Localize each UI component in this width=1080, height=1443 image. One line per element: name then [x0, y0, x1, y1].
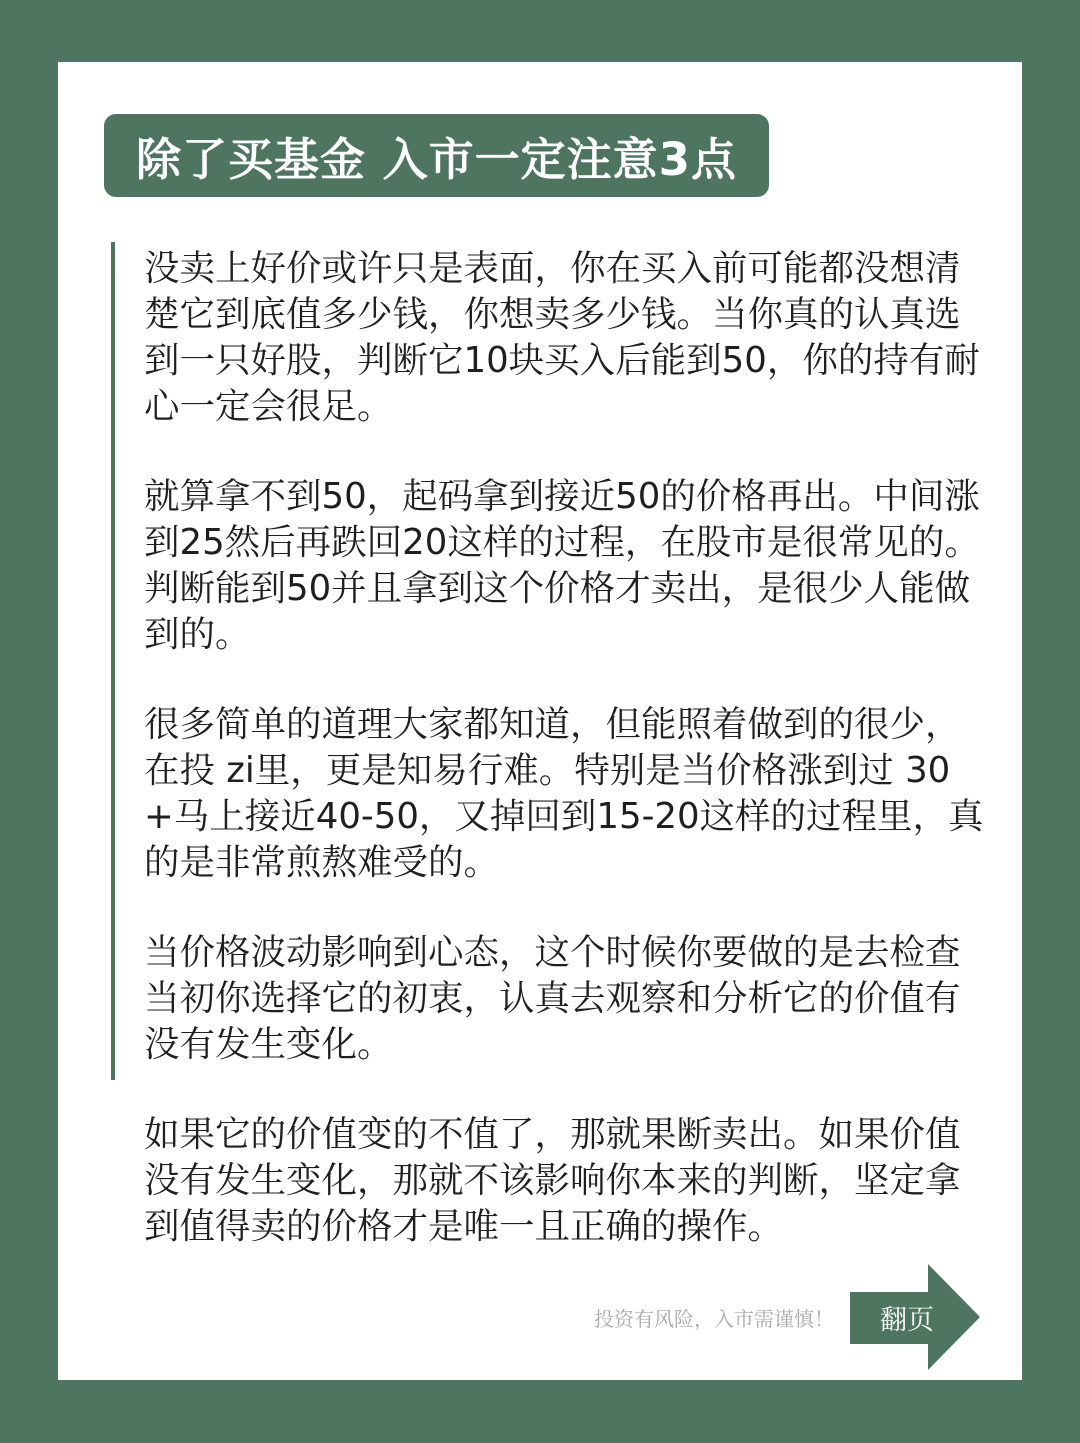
paragraph-2: 就算拿不到50，起码拿到接近50的价格再出。中间涨到25然后再跌回20这样的过程，在股市是很常见的。判断能到50并且拿到这个价格才卖出，是很少人能做到的。	[144, 476, 980, 655]
next-page-button[interactable]	[850, 1264, 980, 1370]
footer	[594, 1264, 980, 1370]
page-title: 除了买基金 入市一定注意3点	[136, 133, 737, 186]
content-card	[58, 62, 1022, 1380]
paragraph-1: 没卖上好价或许只是表面，你在买入前可能都没想清楚它到底值多少钱，你想卖多少钱。当你真的认真选到一只好股，判断它10块买入后能到50，你的持有耐心一定会很足。	[144, 248, 980, 427]
paragraph-3: 很多简单的道理大家都知道，但能照着做到的很少，在投 zi里，更是知易行难。特别是当价格涨到过 30+马上接近40-50，又掉回到15-20这样的过程里，真的是非常煎熬难受的。	[144, 704, 984, 883]
left-accent-rule	[111, 242, 115, 1080]
risk-disclaimer: 投资有风险，入市需谨慎！	[594, 1306, 834, 1331]
article-body	[144, 246, 984, 1294]
paragraph-4: 当价格波动影响到心态，这个时候你要做的是去检查当初你选择它的初衷，认真去观察和分析它的价值有没有发生变化。	[144, 932, 961, 1065]
paragraph-5: 如果它的价值变的不值了，那就果断卖出。如果价值没有发生变化，那就不该影响你本来的判断，坚定拿到值得卖的价格才是唯一且正确的操作。	[144, 1114, 961, 1247]
title-banner	[104, 114, 769, 197]
next-page-label: 翻页	[880, 1304, 934, 1336]
